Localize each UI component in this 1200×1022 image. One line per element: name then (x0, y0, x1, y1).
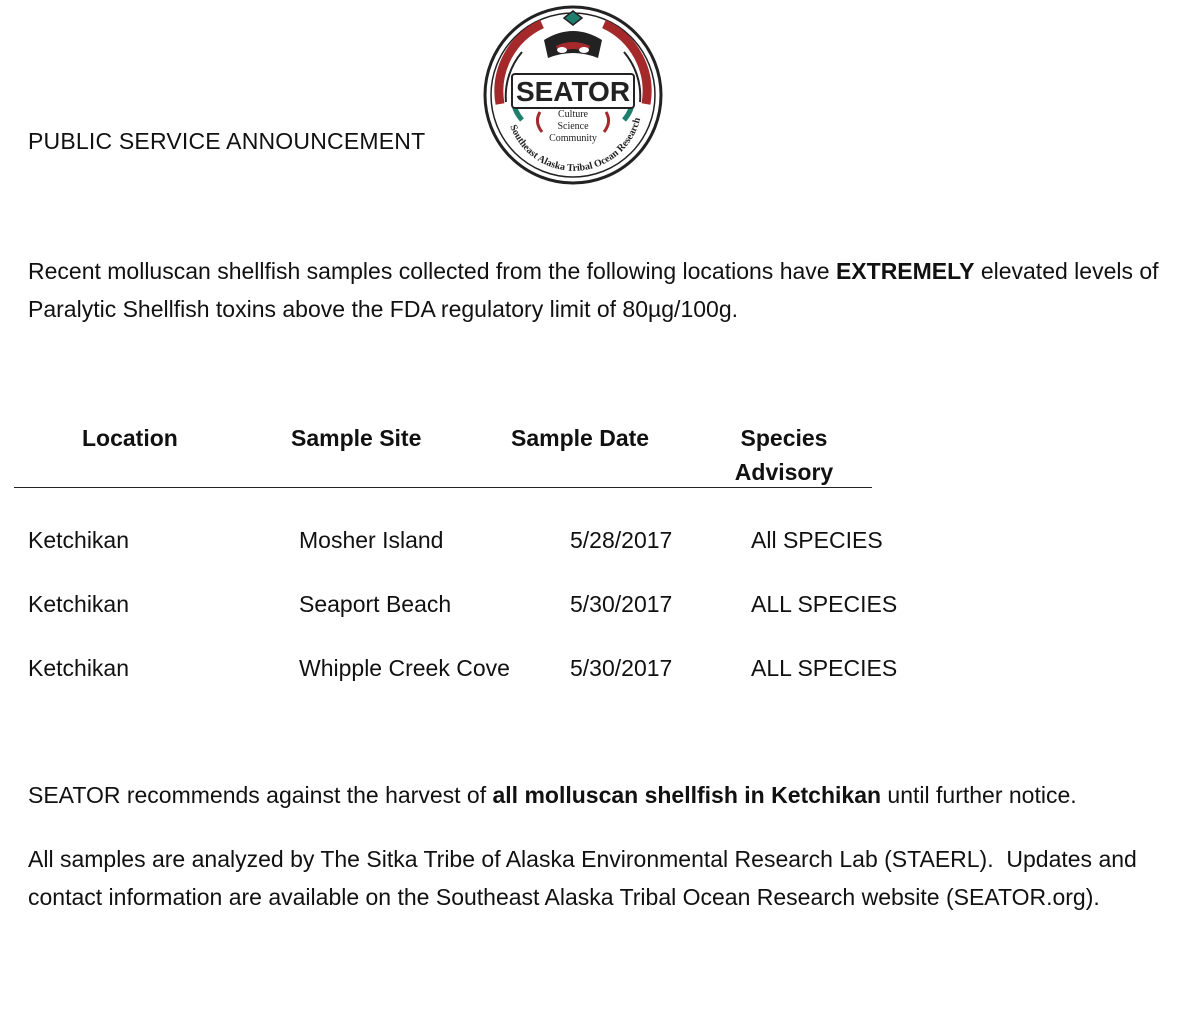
header-species-advisory-line2: Advisory (734, 459, 834, 485)
logo-tagline-community: Community (549, 133, 597, 144)
cell-species-advisory: ALL SPECIES (751, 591, 898, 617)
page-title: PUBLIC SERVICE ANNOUNCEMENT (28, 128, 426, 154)
cell-sample-date: 5/28/2017 (570, 527, 673, 553)
cell-sample-site: Mosher Island (299, 527, 444, 553)
intro-paragraph (28, 252, 1178, 328)
intro-text-start: Recent molluscan shellfish samples collected from the following locations have (28, 258, 836, 284)
recommendation-paragraph (28, 776, 1178, 814)
seator-logo-graphic (482, 4, 664, 186)
cell-location: Ketchikan (28, 527, 130, 553)
recommendation-emphasis: all molluscan shellfish in Ketchikan (492, 782, 882, 808)
table-header-rule (14, 487, 872, 488)
seator-logo (482, 4, 664, 186)
intro-emphasis: EXTREMELY (835, 258, 975, 284)
header-location: Location (82, 425, 178, 451)
header-species-advisory-line1: Species (740, 425, 828, 451)
header-sample-site: Sample Site (291, 425, 422, 451)
header-species-advisory (724, 421, 844, 489)
cell-location: Ketchikan (28, 591, 130, 617)
cell-sample-date: 5/30/2017 (570, 655, 673, 681)
logo-tagline-culture: Culture (558, 109, 588, 120)
recommendation-text-end: until further notice. (881, 782, 1077, 808)
intro-text-end: elevated levels of Paralytic Shellfish toxins above the FDA regulatory limit of 80µg/100g. (28, 258, 1159, 322)
cell-sample-site: Whipple Creek Cove (299, 655, 510, 681)
cell-location: Ketchikan (28, 655, 130, 681)
logo-wordmark: SEATOR (515, 76, 631, 107)
cell-sample-site: Seaport Beach (299, 591, 452, 617)
cell-species-advisory: All SPECIES (751, 527, 883, 553)
table-row (0, 648, 1200, 688)
header-sample-date: Sample Date (511, 425, 650, 451)
table-row (0, 520, 1200, 560)
cell-species-advisory: ALL SPECIES (751, 655, 898, 681)
recommendation-text-start: SEATOR recommends against the harvest of (28, 782, 493, 808)
table-row (0, 584, 1200, 624)
logo-tagline-science: Science (557, 121, 589, 132)
analysis-paragraph: All samples are analyzed by The Sitka Tribe of Alaska Environmental Research Lab (STAERL). Updates and contact information are available on the Southeast Alaska Tribal Ocean Research website (SEATOR.org). (28, 846, 1144, 910)
logo-ring-text: Southeast Alaska Tribal Ocean Research (507, 116, 644, 174)
cell-sample-date: 5/30/2017 (570, 591, 673, 617)
